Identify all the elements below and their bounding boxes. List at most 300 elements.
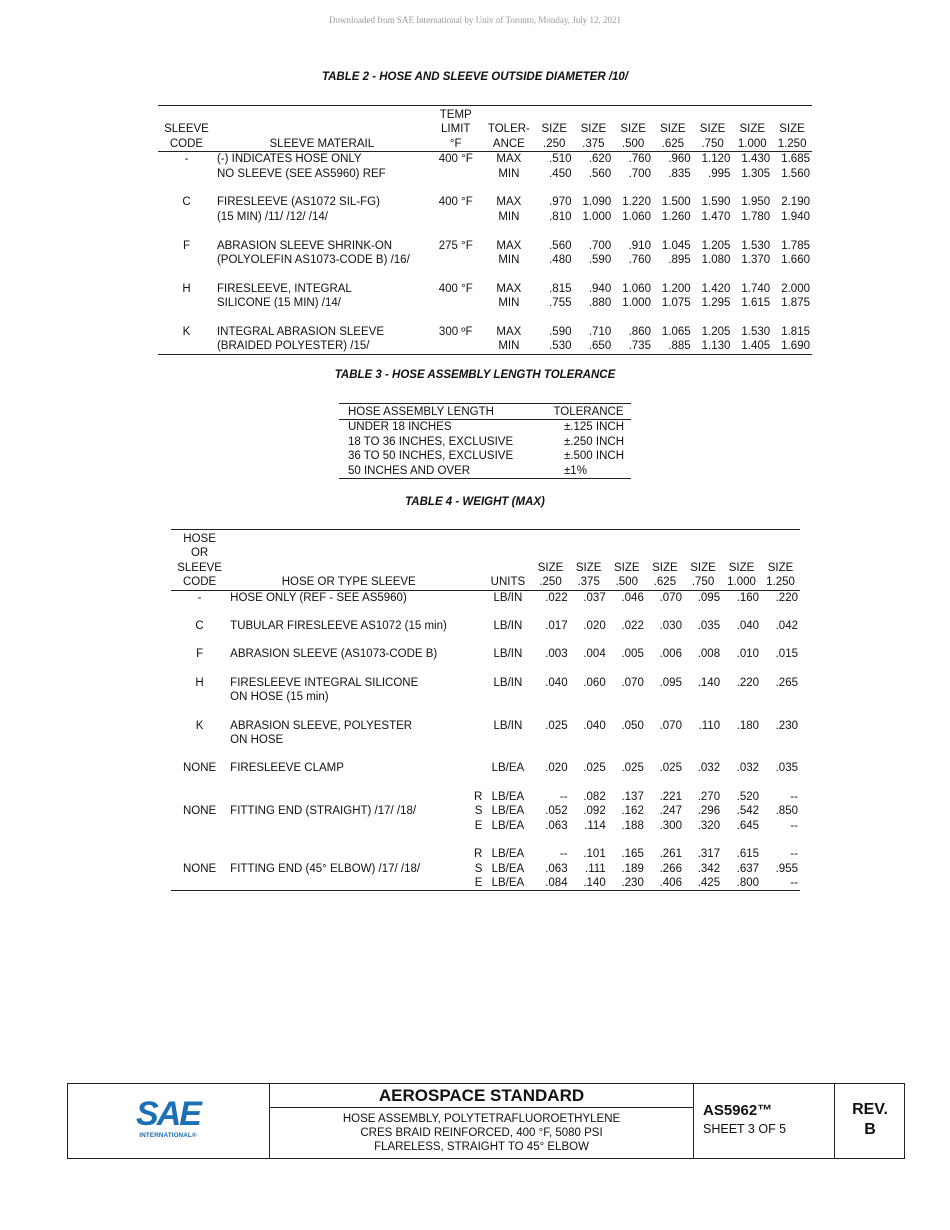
max-value: 1.530 xyxy=(741,239,771,252)
weight-value: .042 xyxy=(775,620,798,633)
min-value: .735 xyxy=(613,339,653,354)
table2-row xyxy=(158,296,812,310)
sae-logo-mark xyxy=(68,1084,270,1158)
table-cell xyxy=(429,339,483,354)
table-cell xyxy=(469,546,484,560)
weight-value xyxy=(646,733,684,747)
sleeve-type xyxy=(228,819,469,833)
length-range: 50 INCHES AND OVER xyxy=(339,464,546,479)
max-value: 1.065 xyxy=(661,326,691,339)
weight-value: .189 xyxy=(621,862,644,875)
size-header: SIZE xyxy=(580,123,607,136)
weight-value: -- xyxy=(559,848,568,861)
table-cell xyxy=(158,253,215,267)
weight-value: .637 xyxy=(736,862,760,875)
spacer-row xyxy=(158,267,812,281)
sleeve-material: SILICONE (15 MIN) /14/ xyxy=(216,297,341,310)
table4-header-row xyxy=(171,561,800,575)
table-cell xyxy=(171,605,228,619)
document-number: AS5962™ xyxy=(703,1102,773,1119)
weight-value: .035 xyxy=(697,620,721,633)
min-value: .885 xyxy=(653,339,693,354)
min-value: .755 xyxy=(549,297,572,310)
min-value: .880 xyxy=(588,297,612,310)
weight-value: .800 xyxy=(722,876,761,891)
title-block xyxy=(67,1083,905,1159)
weight-value: .006 xyxy=(659,648,682,661)
units: LB/EA xyxy=(491,790,525,803)
weight-value: .032 xyxy=(736,762,760,775)
table4 xyxy=(171,529,800,891)
min-value: .995 xyxy=(708,167,731,180)
sleeve-code: NONE xyxy=(182,862,217,875)
min-value: .810 xyxy=(549,210,572,223)
units: LB/EA xyxy=(491,862,525,875)
table2-header-row xyxy=(158,106,812,123)
table-cell xyxy=(171,833,228,847)
table3-caption: TABLE 3 - HOSE ASSEMBLY LENGTH TOLERANCE xyxy=(334,369,616,381)
weight-value: .110 xyxy=(698,719,721,732)
max-value: 1.740 xyxy=(741,282,771,295)
weight-value: .070 xyxy=(659,719,682,732)
type-header xyxy=(228,530,469,547)
weight-value xyxy=(684,733,722,747)
max-value: .710 xyxy=(588,326,612,339)
code-header: OR xyxy=(190,547,209,560)
table4-row xyxy=(171,804,800,818)
table4-row xyxy=(171,862,800,876)
weight-value: .032 xyxy=(697,762,721,775)
weight-value: .095 xyxy=(697,591,721,604)
size-header xyxy=(684,530,722,547)
sleeve-type xyxy=(228,790,469,804)
sleeve-type: FIRESLEEVE INTEGRAL SILICONE xyxy=(230,676,419,689)
sleeve-code xyxy=(171,847,228,861)
table4-row xyxy=(171,690,800,704)
sleeve-material: (POLYOLEFIN AS1073-CODE B) /16/ xyxy=(216,254,410,267)
table-cell xyxy=(171,747,228,761)
sleeve-code: F xyxy=(196,648,204,661)
sleeve-type: FIRESLEEVE CLAMP xyxy=(230,762,344,775)
table-cell xyxy=(732,106,772,123)
weight-value: .615 xyxy=(736,848,760,861)
sleeve-code: F xyxy=(182,239,190,252)
weight-value: .320 xyxy=(697,819,721,832)
fitting-variant: E xyxy=(474,819,483,832)
weight-value: .137 xyxy=(621,790,644,803)
spacer-row xyxy=(158,224,812,238)
fitting-variant: R xyxy=(474,848,483,861)
table3-header-row xyxy=(339,404,631,420)
table3-row xyxy=(339,464,631,479)
sleeve-material: ABRASION SLEEVE SHRINK-ON xyxy=(216,239,393,252)
tolerance-label: MAX xyxy=(496,239,522,252)
table-cell xyxy=(171,662,228,676)
sleeve-code: H xyxy=(195,676,204,689)
units: LB/IN xyxy=(493,676,523,689)
size-value-header: .250 xyxy=(535,137,574,152)
table-cell xyxy=(469,530,484,547)
tolerance-label: MAX xyxy=(496,326,522,339)
size-header: 1.000 xyxy=(722,575,761,590)
min-value: 1.295 xyxy=(701,297,731,310)
weight-value: .004 xyxy=(583,648,606,661)
weight-value: .025 xyxy=(659,762,682,775)
table-cell xyxy=(158,296,215,310)
max-value: 1.205 xyxy=(701,326,731,339)
weight-value: .060 xyxy=(583,676,606,689)
max-value: 1.590 xyxy=(701,196,731,209)
table-cell xyxy=(215,122,429,136)
sleeve-material: (-) INDICATES HOSE ONLY xyxy=(216,153,362,166)
table-cell xyxy=(429,167,483,181)
weight-value xyxy=(608,690,646,704)
tolerance-header: TOLERANCE xyxy=(546,404,631,420)
sleeve-code: C xyxy=(195,620,204,633)
spacer-row xyxy=(171,705,800,719)
weight-value xyxy=(646,690,684,704)
max-value: .970 xyxy=(549,196,572,209)
size-value-header: .500 xyxy=(613,137,653,152)
weight-value: -- xyxy=(790,819,798,832)
size-header: SIZE xyxy=(767,561,794,574)
table-cell xyxy=(469,590,484,605)
length-header: HOSE ASSEMBLY LENGTH xyxy=(339,404,546,420)
table-cell xyxy=(158,181,215,195)
sleeve-type: ON HOSE (15 min) xyxy=(230,691,329,704)
min-value: 1.075 xyxy=(661,297,691,310)
weight-value: .035 xyxy=(775,762,798,775)
table2-row xyxy=(158,339,812,354)
table4-row xyxy=(171,790,800,804)
weight-value: .050 xyxy=(621,719,644,732)
sleeve-type: ABRASION SLEEVE (AS1073-CODE B) xyxy=(230,648,438,661)
sleeve-material: (15 MIN) /11/ /12/ /14/ xyxy=(216,210,328,223)
tolerance-label: MAX xyxy=(496,153,522,166)
table4-header-row xyxy=(171,530,800,547)
table-cell xyxy=(469,733,484,747)
weight-value: .180 xyxy=(736,719,760,732)
weight-value: -- xyxy=(790,790,798,803)
units: LB/EA xyxy=(491,848,525,861)
table-cell xyxy=(469,575,484,590)
table-cell xyxy=(429,210,483,224)
weight-value: .111 xyxy=(585,862,606,875)
weight-value: .270 xyxy=(697,790,721,803)
weight-value: .230 xyxy=(775,719,798,732)
tolerance-value: ±.250 INCH xyxy=(564,435,624,448)
size-header: .250 xyxy=(531,575,569,590)
size-header: .625 xyxy=(646,575,684,590)
svg-text:SAE: SAE xyxy=(136,1095,200,1133)
max-value: 2.000 xyxy=(781,282,810,295)
tolerance-label: MAX xyxy=(496,282,522,295)
weight-value: .030 xyxy=(659,620,682,633)
min-value: 1.780 xyxy=(741,210,771,223)
table2-header-row xyxy=(158,137,812,152)
title-cell xyxy=(270,1084,694,1158)
table2-row xyxy=(158,282,812,296)
weight-value: .406 xyxy=(646,876,684,891)
table-cell: TOLER- xyxy=(487,123,530,136)
max-value: 1.220 xyxy=(622,196,651,209)
weight-value: .015 xyxy=(775,648,798,661)
weight-value xyxy=(722,733,761,747)
size-header xyxy=(722,530,761,547)
table-cell xyxy=(158,339,215,354)
weight-value: .025 xyxy=(545,719,568,732)
sleeve-type: ON HOSE xyxy=(230,734,284,747)
table-cell xyxy=(158,267,215,281)
max-value: .860 xyxy=(628,326,651,339)
weight-value: .008 xyxy=(697,648,721,661)
weight-value: .095 xyxy=(659,676,682,689)
table-cell xyxy=(171,633,228,647)
size-header xyxy=(570,530,608,547)
min-value: 1.060 xyxy=(622,210,651,223)
weight-value xyxy=(531,733,569,747)
table2-row xyxy=(158,325,812,339)
temp-limit: 275 °F xyxy=(438,239,473,252)
size-header: SIZE xyxy=(739,123,766,136)
min-value: .760 xyxy=(628,254,651,267)
weight-value: .070 xyxy=(621,676,644,689)
table4-row xyxy=(171,619,800,633)
spacer-row xyxy=(158,311,812,325)
table2-row xyxy=(158,253,812,267)
sleeve-material: INTEGRAL ABRASION SLEEVE xyxy=(216,326,384,339)
max-value: 1.420 xyxy=(701,282,731,295)
table2-row xyxy=(158,195,812,209)
max-value: 1.430 xyxy=(741,153,771,166)
size-header: .750 xyxy=(684,575,722,590)
units-header xyxy=(484,530,531,547)
document-number-cell xyxy=(694,1084,835,1158)
sleeve-type xyxy=(228,847,469,861)
weight-value: .520 xyxy=(736,790,760,803)
weight-value: .063 xyxy=(545,819,568,832)
table2-row xyxy=(158,152,812,167)
table4-row xyxy=(171,876,800,891)
weight-value xyxy=(570,733,608,747)
size-header: SIZE xyxy=(614,561,640,574)
min-value: 1.660 xyxy=(781,254,810,267)
size-value-header: 1.250 xyxy=(772,137,812,152)
max-value: 1.120 xyxy=(701,153,731,166)
tolerance-label: MIN xyxy=(498,297,520,310)
weight-value: .017 xyxy=(545,620,568,633)
table-cell: ANCE xyxy=(483,137,535,152)
weight-value: .037 xyxy=(583,591,606,604)
weight-value: .046 xyxy=(621,591,644,604)
weight-value: .220 xyxy=(736,676,760,689)
max-value: 1.200 xyxy=(661,282,691,295)
weight-value: -- xyxy=(790,848,798,861)
table4-header-row xyxy=(171,546,800,560)
weight-value: .063 xyxy=(545,862,568,875)
min-value: .480 xyxy=(549,254,572,267)
size-header xyxy=(531,530,569,547)
table-cell xyxy=(171,776,228,790)
length-range: 36 TO 50 INCHES, EXCLUSIVE xyxy=(348,450,514,463)
table4-row xyxy=(171,847,800,861)
table-cell xyxy=(158,106,215,123)
weight-value: .342 xyxy=(697,862,721,875)
weight-value: .020 xyxy=(583,620,606,633)
min-value: .530 xyxy=(535,339,574,354)
size-header: SIZE xyxy=(575,561,602,574)
tolerance-label: MIN xyxy=(498,210,520,223)
table-cell xyxy=(469,676,484,690)
temp-limit: 400 °F xyxy=(438,153,473,166)
temp-limit: 400 °F xyxy=(438,282,473,295)
table2 xyxy=(158,105,812,355)
table4-header-row xyxy=(171,575,800,590)
sleeve-code: H xyxy=(182,282,191,295)
size-header: SIZE xyxy=(660,123,686,136)
weight-value xyxy=(761,690,800,704)
max-value: 1.950 xyxy=(741,196,771,209)
min-value: .590 xyxy=(588,254,612,267)
fitting-variant: S xyxy=(474,805,483,818)
table4-row xyxy=(171,647,800,661)
size-header xyxy=(531,546,569,560)
max-value: 1.045 xyxy=(661,239,691,252)
table-cell xyxy=(429,296,483,310)
weight-value: .022 xyxy=(621,620,644,633)
min-value: .895 xyxy=(668,254,691,267)
weight-value: .265 xyxy=(775,676,798,689)
table3-row xyxy=(339,420,631,435)
max-value: 1.685 xyxy=(781,153,810,166)
weight-value: .645 xyxy=(736,819,760,832)
weight-value: .542 xyxy=(736,805,760,818)
max-value: 1.500 xyxy=(661,196,691,209)
sleeve-type: HOSE ONLY (REF - SEE AS5960) xyxy=(230,591,407,604)
units: LB/IN xyxy=(493,620,523,633)
max-value: 1.815 xyxy=(781,326,810,339)
table3 xyxy=(339,403,631,479)
fitting-variant: R xyxy=(474,790,483,803)
size-header: .500 xyxy=(608,575,646,590)
table3-row xyxy=(339,449,631,463)
tolerance-label: MIN xyxy=(498,254,520,267)
sleeve-material: NO SLEEVE (SEE AS5960) REF xyxy=(216,167,386,180)
units-header: UNITS xyxy=(484,575,531,590)
units-header xyxy=(484,561,531,575)
size-header xyxy=(722,546,761,560)
min-value: 1.405 xyxy=(732,339,772,354)
table-cell: LIMIT xyxy=(441,123,471,136)
min-value: 1.615 xyxy=(741,297,771,310)
max-value: .960 xyxy=(668,153,691,166)
spacer-row xyxy=(171,662,800,676)
tolerance-label: MIN xyxy=(498,167,520,180)
weight-value xyxy=(608,733,646,747)
spacer-row xyxy=(171,605,800,619)
max-value: .910 xyxy=(628,239,651,252)
weight-value: .101 xyxy=(583,848,606,861)
spacer-row xyxy=(171,747,800,761)
size-value-header: .750 xyxy=(693,137,733,152)
min-value: 1.260 xyxy=(661,210,691,223)
size-value-header: .625 xyxy=(653,137,693,152)
units: LB/EA xyxy=(491,819,525,832)
weight-value: .040 xyxy=(545,676,568,689)
max-value: .760 xyxy=(628,153,651,166)
sleeve-code xyxy=(171,819,228,833)
code-header: SLEEVE xyxy=(177,561,222,574)
min-value: 1.940 xyxy=(781,210,810,223)
max-value: 1.090 xyxy=(582,196,612,209)
max-value: 1.530 xyxy=(741,326,771,339)
units: LB/IN xyxy=(493,591,523,604)
sleeve-code: NONE xyxy=(182,762,217,775)
size-header xyxy=(646,530,684,547)
sleeve-code xyxy=(171,690,228,704)
weight-value: .188 xyxy=(621,819,644,832)
max-value: .700 xyxy=(588,239,612,252)
weight-value: .221 xyxy=(659,790,682,803)
min-value: 1.690 xyxy=(772,339,812,354)
weight-value: .247 xyxy=(659,805,682,818)
min-value: .450 xyxy=(549,167,572,180)
table-cell xyxy=(653,106,693,123)
table-cell xyxy=(469,647,484,661)
weight-value: .261 xyxy=(659,848,682,861)
weight-value: .425 xyxy=(684,876,722,891)
weight-value: .165 xyxy=(621,848,644,861)
size-header xyxy=(761,546,800,560)
size-header xyxy=(646,546,684,560)
sleeve-code xyxy=(171,733,228,747)
min-value: .650 xyxy=(574,339,614,354)
spacer-row xyxy=(171,633,800,647)
revision: REV. B xyxy=(852,1101,888,1138)
table2-caption: TABLE 2 - HOSE AND SLEEVE OUTSIDE DIAMETER /10/ xyxy=(321,71,629,83)
max-value: 1.205 xyxy=(701,239,731,252)
weight-value: .040 xyxy=(583,719,606,732)
sleeve-type: FITTING END (45° ELBOW) /17/ /18/ xyxy=(230,862,421,875)
temp-limit: 300 ºF xyxy=(438,326,473,339)
material-header: SLEEVE MATERAIL xyxy=(215,137,429,152)
weight-value: .220 xyxy=(775,591,798,604)
weight-value: .003 xyxy=(545,648,568,661)
units xyxy=(484,690,531,704)
revision-cell xyxy=(835,1084,905,1158)
table4-row xyxy=(171,719,800,733)
max-value: .620 xyxy=(588,153,612,166)
max-value: .560 xyxy=(549,239,572,252)
tolerance-label: MIN xyxy=(483,339,535,354)
temp-header: TEMP xyxy=(429,106,483,123)
weight-value: .025 xyxy=(621,762,644,775)
table-cell xyxy=(158,210,215,224)
table-cell xyxy=(574,106,614,123)
table-cell xyxy=(215,106,429,123)
min-value: 1.000 xyxy=(622,297,651,310)
sleeve-type xyxy=(228,876,469,891)
weight-value: .266 xyxy=(659,862,682,875)
weight-value: .300 xyxy=(659,819,682,832)
download-watermark: Downloaded from SAE International by Univ of Toronto, Monday, July 12, 2021 xyxy=(328,15,622,25)
temp-limit: 400 °F xyxy=(438,196,473,209)
size-header: SIZE xyxy=(779,123,805,136)
weight-value xyxy=(570,690,608,704)
table-cell xyxy=(158,224,215,238)
min-value: .700 xyxy=(628,167,651,180)
min-value: 1.080 xyxy=(701,254,731,267)
